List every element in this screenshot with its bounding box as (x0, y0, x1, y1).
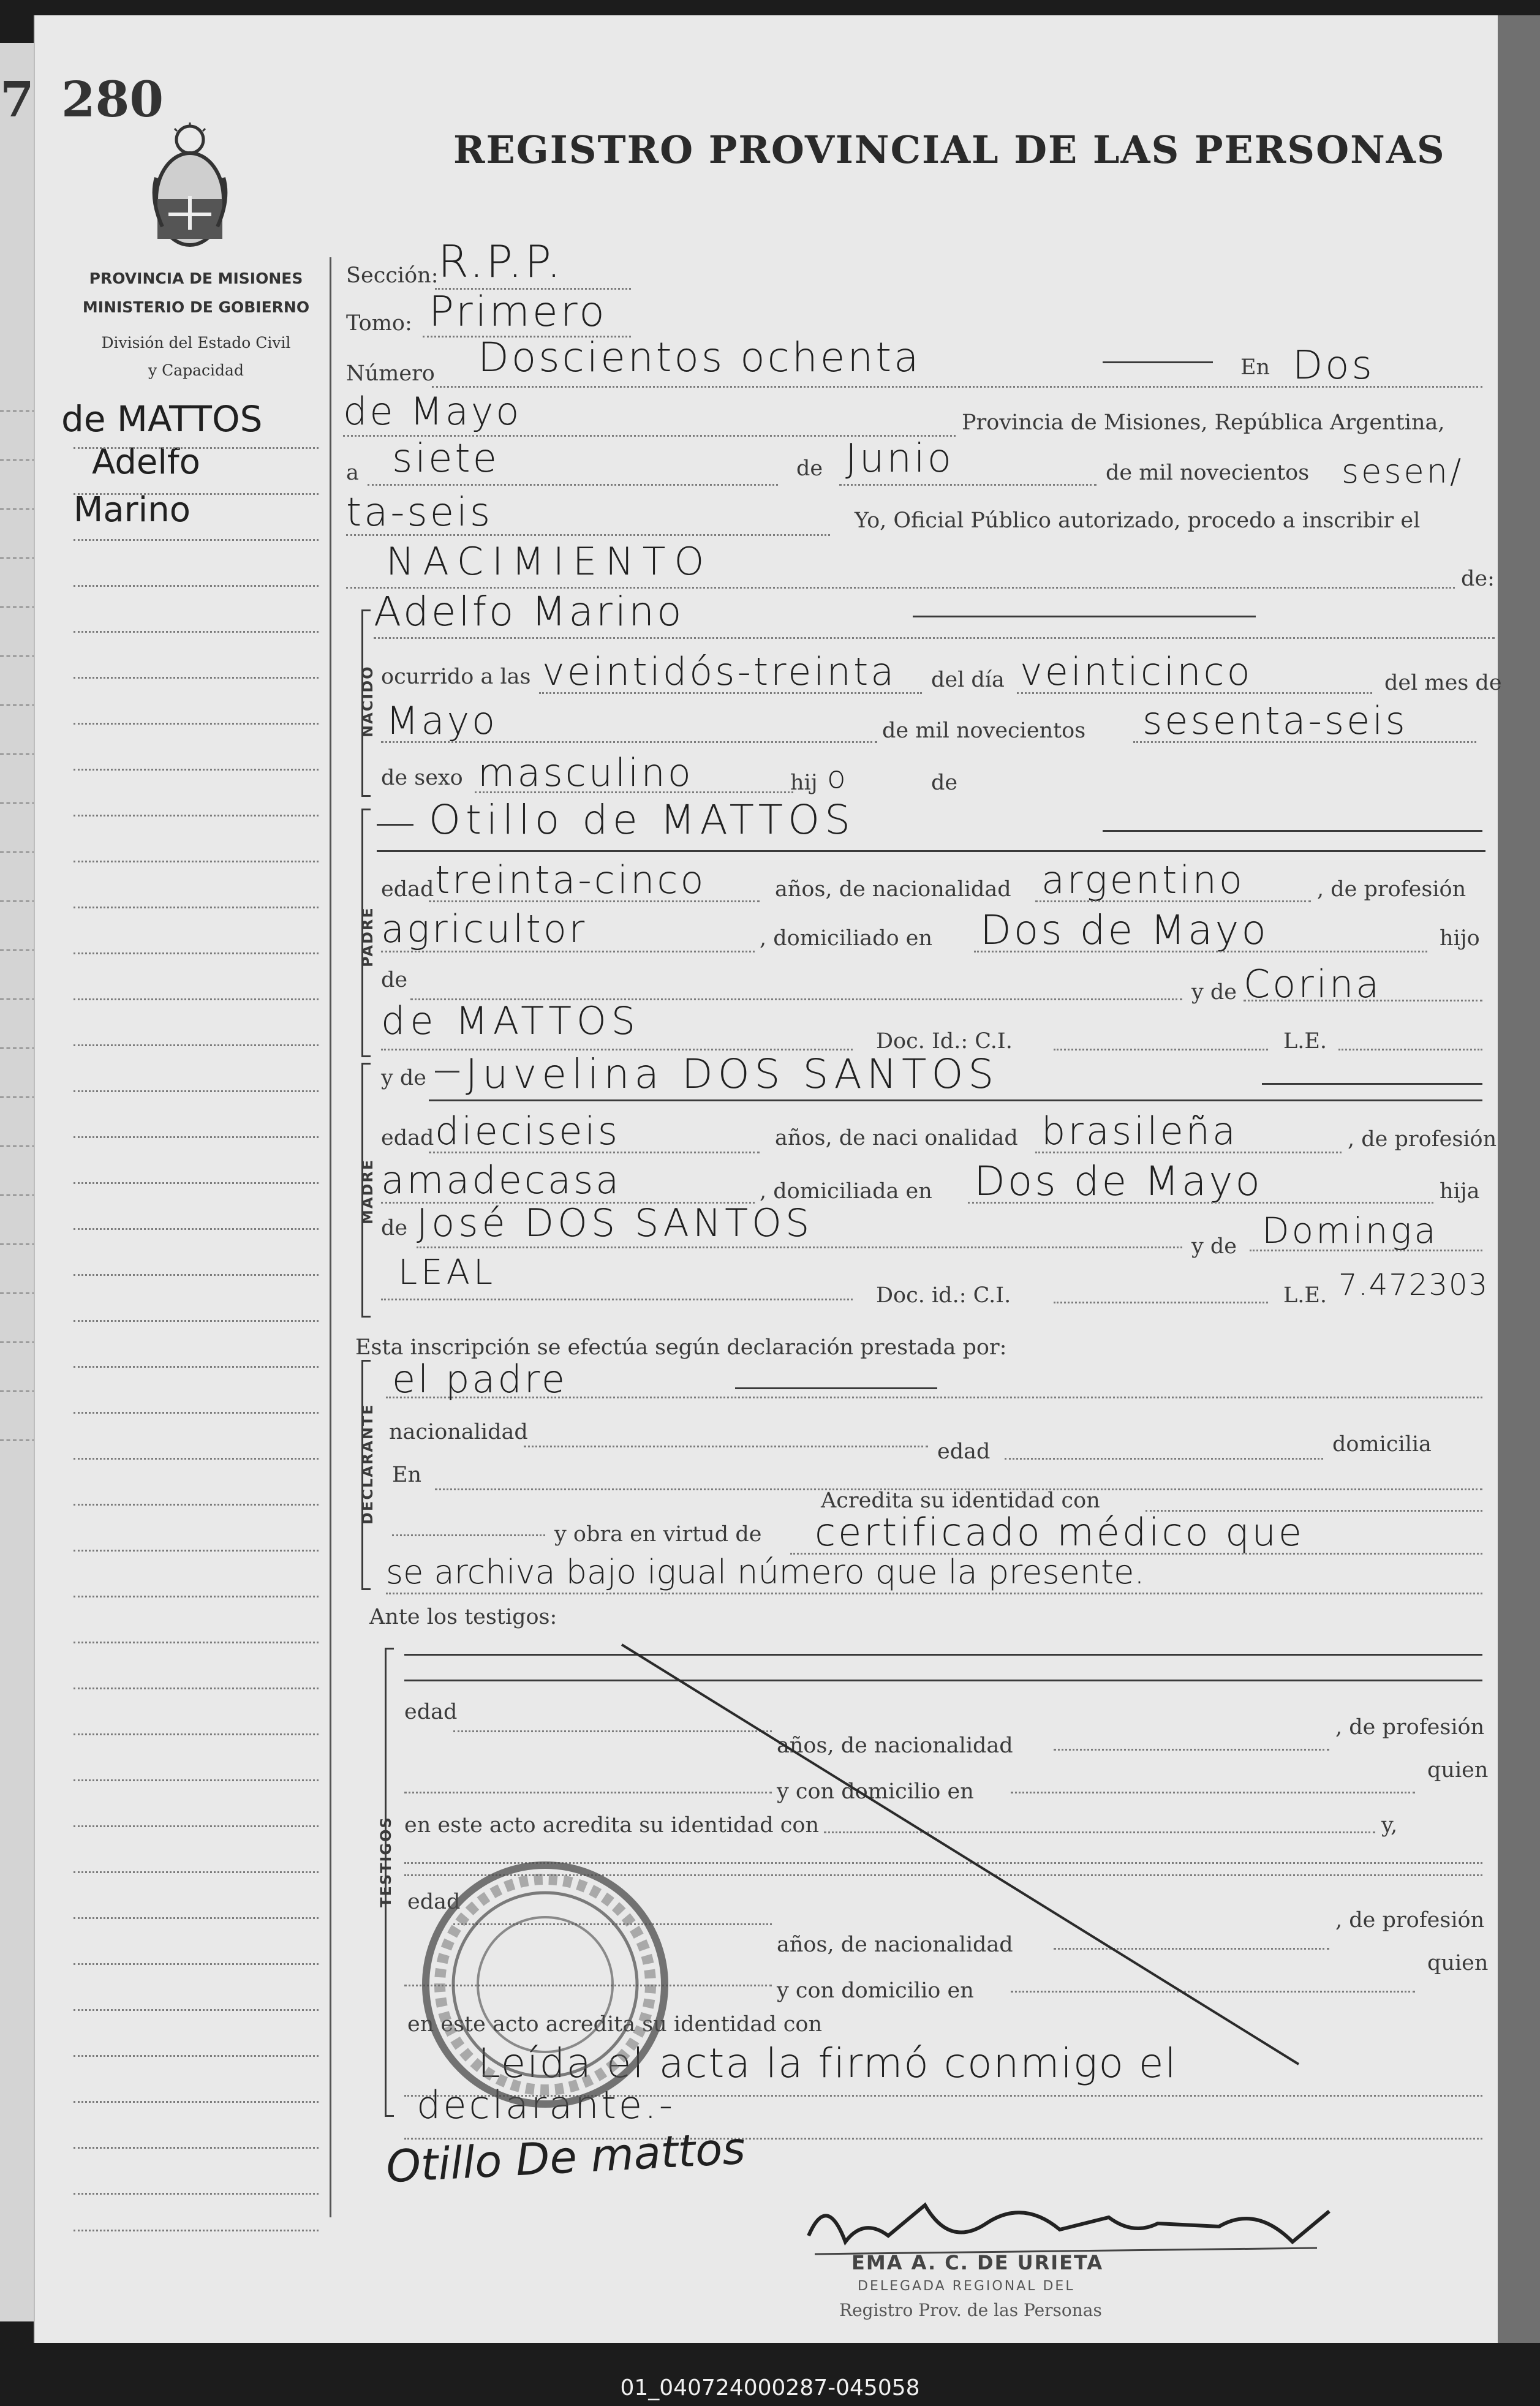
label-y-t1: y, (1381, 1813, 1398, 1838)
edge-mark: 7 (0, 70, 34, 128)
label-declaracion: Esta inscripción se efectúa según declaración prestada por: (355, 1335, 1007, 1360)
section-madre: MADRE (359, 1158, 376, 1224)
margin-note-middle-name: Marino (74, 490, 191, 530)
stamp-role: DELEGADA REGIONAL DEL (858, 2279, 1075, 2294)
value-padre-edad: treinta-cinco (435, 858, 706, 902)
document-title: REGISTRO PROVINCIAL DE LAS PERSONAS (453, 127, 1446, 172)
label-del-dia: del día (931, 668, 1005, 692)
value-firma: Otillo De mattos (385, 2122, 747, 2193)
label-numero: Número (346, 361, 435, 386)
label-domicilio-t1: y con domicilio en (777, 1779, 974, 1804)
value-padre-madre-b: de MATTOS (381, 998, 641, 1043)
label-de-sexo: de sexo (381, 766, 463, 790)
label-de-madre: de (381, 1216, 408, 1240)
section-nacido: NACIDO (359, 665, 376, 737)
value-obra-b: se archiva bajo igual número que la presente. (386, 1553, 1145, 1591)
value-madre-le: 7.472303 (1338, 1268, 1489, 1302)
label-hija: hija (1440, 1179, 1480, 1204)
value-nombre: Adelfo Marino (374, 588, 684, 635)
value-anio-nac: sesenta-seis (1142, 698, 1408, 743)
value-dia-nac: veinticinco (1020, 649, 1253, 694)
label-nacionalidad-padre: años, de nacionalidad (775, 877, 1011, 902)
label-profesion-madre: , de profesión (1348, 1127, 1497, 1152)
label-quien-t1: quien (1427, 1758, 1489, 1782)
label-acredita-t2: en este acto acredita su identidad con (407, 2012, 823, 2037)
margin-note-surname: de MATTOS (61, 398, 263, 440)
page-number: 280 (61, 70, 164, 128)
value-padre-dom: Dos de Mayo (980, 907, 1269, 954)
sidebar-division: División del Estado Civil (101, 334, 291, 352)
label-domiciliada: , domiciliada en (760, 1179, 932, 1204)
value-declarante: el padre (392, 1357, 568, 1401)
value-padre-nac: argentino (1041, 858, 1245, 902)
value-mes-nac: Mayo (386, 698, 498, 743)
value-madre-prof: amadecasa (381, 1158, 622, 1202)
label-profesion-t1: , de profesión (1335, 1715, 1485, 1740)
label-de: de (796, 456, 823, 481)
label-le-padre: L.E. (1283, 1029, 1327, 1054)
value-madre: Juvelina DOS SANTOS (466, 1050, 999, 1098)
value-lugar: de Mayo (343, 389, 522, 434)
value-madre-padre: José DOS SANTOS (417, 1201, 813, 1245)
label-edad-padre: edad (381, 877, 434, 902)
label-en-decl: En (392, 1463, 422, 1487)
label-y-de-padre: y de (1191, 980, 1237, 1005)
label-le-madre: L.E. (1283, 1283, 1327, 1308)
label-provincia: Provincia de Misiones, República Argentina, (962, 410, 1445, 435)
label-acredita-t1: en este acto acredita su identidad con (404, 1813, 820, 1838)
image-id-footer: 01_040724000287-045058 (0, 2370, 1540, 2406)
value-padre-prof: agricultor (381, 907, 587, 951)
label-profesion-padre: , de profesión (1317, 877, 1466, 902)
sidebar-province: PROVINCIA DE MISIONES (89, 270, 303, 287)
label-quien-t2: quien (1427, 1951, 1489, 1975)
label-y-de-madre: y de (381, 1066, 427, 1090)
label-de-padre: de (381, 968, 408, 992)
label-domiciliado: , domiciliado en (760, 926, 933, 951)
value-cierre-a: Leída el acta la firmó conmigo el (478, 2040, 1177, 2087)
label-del-mes-de: del mes de (1384, 671, 1502, 695)
value-sexo: masculino (478, 750, 693, 795)
label-edad-decl: edad (937, 1439, 991, 1464)
value-numero: Doscientos ochenta (478, 334, 921, 381)
sidebar-capacity: y Capacidad (148, 361, 244, 379)
label-de-mil-nac: de mil novecientos (882, 718, 1086, 743)
label-doc-id-padre: Doc. Id.: C.I. (876, 1029, 1013, 1054)
label-nacionalidad-t2: años, de nacionalidad (777, 1933, 1013, 1957)
official-seal-icon (417, 1856, 674, 2113)
label-de-mil: de mil novecientos (1106, 461, 1310, 485)
margin-note-first-name: Adelfo (92, 442, 200, 482)
value-madre-edad: dieciseis (435, 1109, 621, 1153)
label-y-de-madre-2: y de (1191, 1234, 1237, 1259)
value-dia: siete (392, 436, 499, 481)
label-edad-t2: edad (407, 1890, 461, 1914)
label-seccion: Sección: (346, 263, 439, 288)
value-padre: Otillo de MATTOS (429, 796, 855, 843)
value-madre-madre-a: Dominga (1262, 1210, 1438, 1251)
label-profesion-t2: , de profesión (1335, 1908, 1485, 1933)
value-obra-a: certificado médico que (815, 1510, 1305, 1555)
value-anio-b: ta-seis (346, 490, 493, 535)
value-madre-dom: Dos de Mayo (974, 1158, 1263, 1205)
label-obra: y obra en virtud de (554, 1522, 762, 1547)
label-en: En (1240, 355, 1270, 380)
label-de-colon: de: (1461, 567, 1495, 591)
value-madre-nac: brasileña (1041, 1109, 1239, 1153)
label-edad-madre: edad (381, 1126, 434, 1150)
label-hijo: hijo (1440, 926, 1480, 951)
sidebar-ministry: MINISTERIO DE GOBIERNO (82, 298, 310, 316)
value-acto: NACIMIENTO (386, 539, 713, 584)
label-a: a (346, 461, 359, 485)
value-anio-a: sesen/ (1342, 452, 1464, 491)
stamp-name: EMA A. C. DE URIETA (851, 2251, 1104, 2274)
stamp-office: Registro Prov. de las Personas (839, 2300, 1102, 2320)
value-tomo: Primero (429, 288, 607, 336)
label-acredita: Acredita su identidad con (821, 1488, 1100, 1513)
value-madre-madre-b: LEAL (398, 1253, 497, 1292)
label-hij: hij (790, 771, 818, 795)
label-tomo: Tomo: (346, 311, 412, 336)
label-yo: Yo, Oficial Público autorizado, procedo a inscribir el (855, 508, 1421, 533)
label-edad-t1: edad (404, 1700, 458, 1724)
value-padre-madre-a: Corina (1244, 962, 1382, 1006)
label-nacionalidad-t1: años, de nacionalidad (777, 1733, 1013, 1758)
label-nacionalidad-madre: años, de naci onalidad (775, 1126, 1018, 1150)
label-domicilio-t2: y con domicilio en (777, 1978, 974, 2003)
section-padre: PADRE (359, 907, 376, 967)
value-mes: Junio (845, 436, 954, 481)
value-hora: veintidós-treinta (542, 649, 897, 694)
value-en: Dos (1293, 343, 1375, 388)
label-de-nac: de (931, 771, 958, 795)
label-nacionalidad-decl: nacionalidad (389, 1420, 528, 1444)
section-declarante: DECLARANTE (359, 1403, 376, 1525)
section-testigos: TESTIGOS (377, 1816, 394, 1907)
value-cierre-b: declarante.- (417, 2083, 676, 2127)
label-ocurrido: ocurrido a las (381, 665, 531, 689)
label-domicilia-decl: domicilia (1332, 1432, 1432, 1457)
value-hij-suffix: o (827, 760, 848, 795)
label-doc-id-madre: Doc. id.: C.I. (876, 1283, 1011, 1308)
value-seccion: R.P.P. (438, 236, 564, 287)
label-ante: Ante los testigos: (369, 1605, 557, 1629)
